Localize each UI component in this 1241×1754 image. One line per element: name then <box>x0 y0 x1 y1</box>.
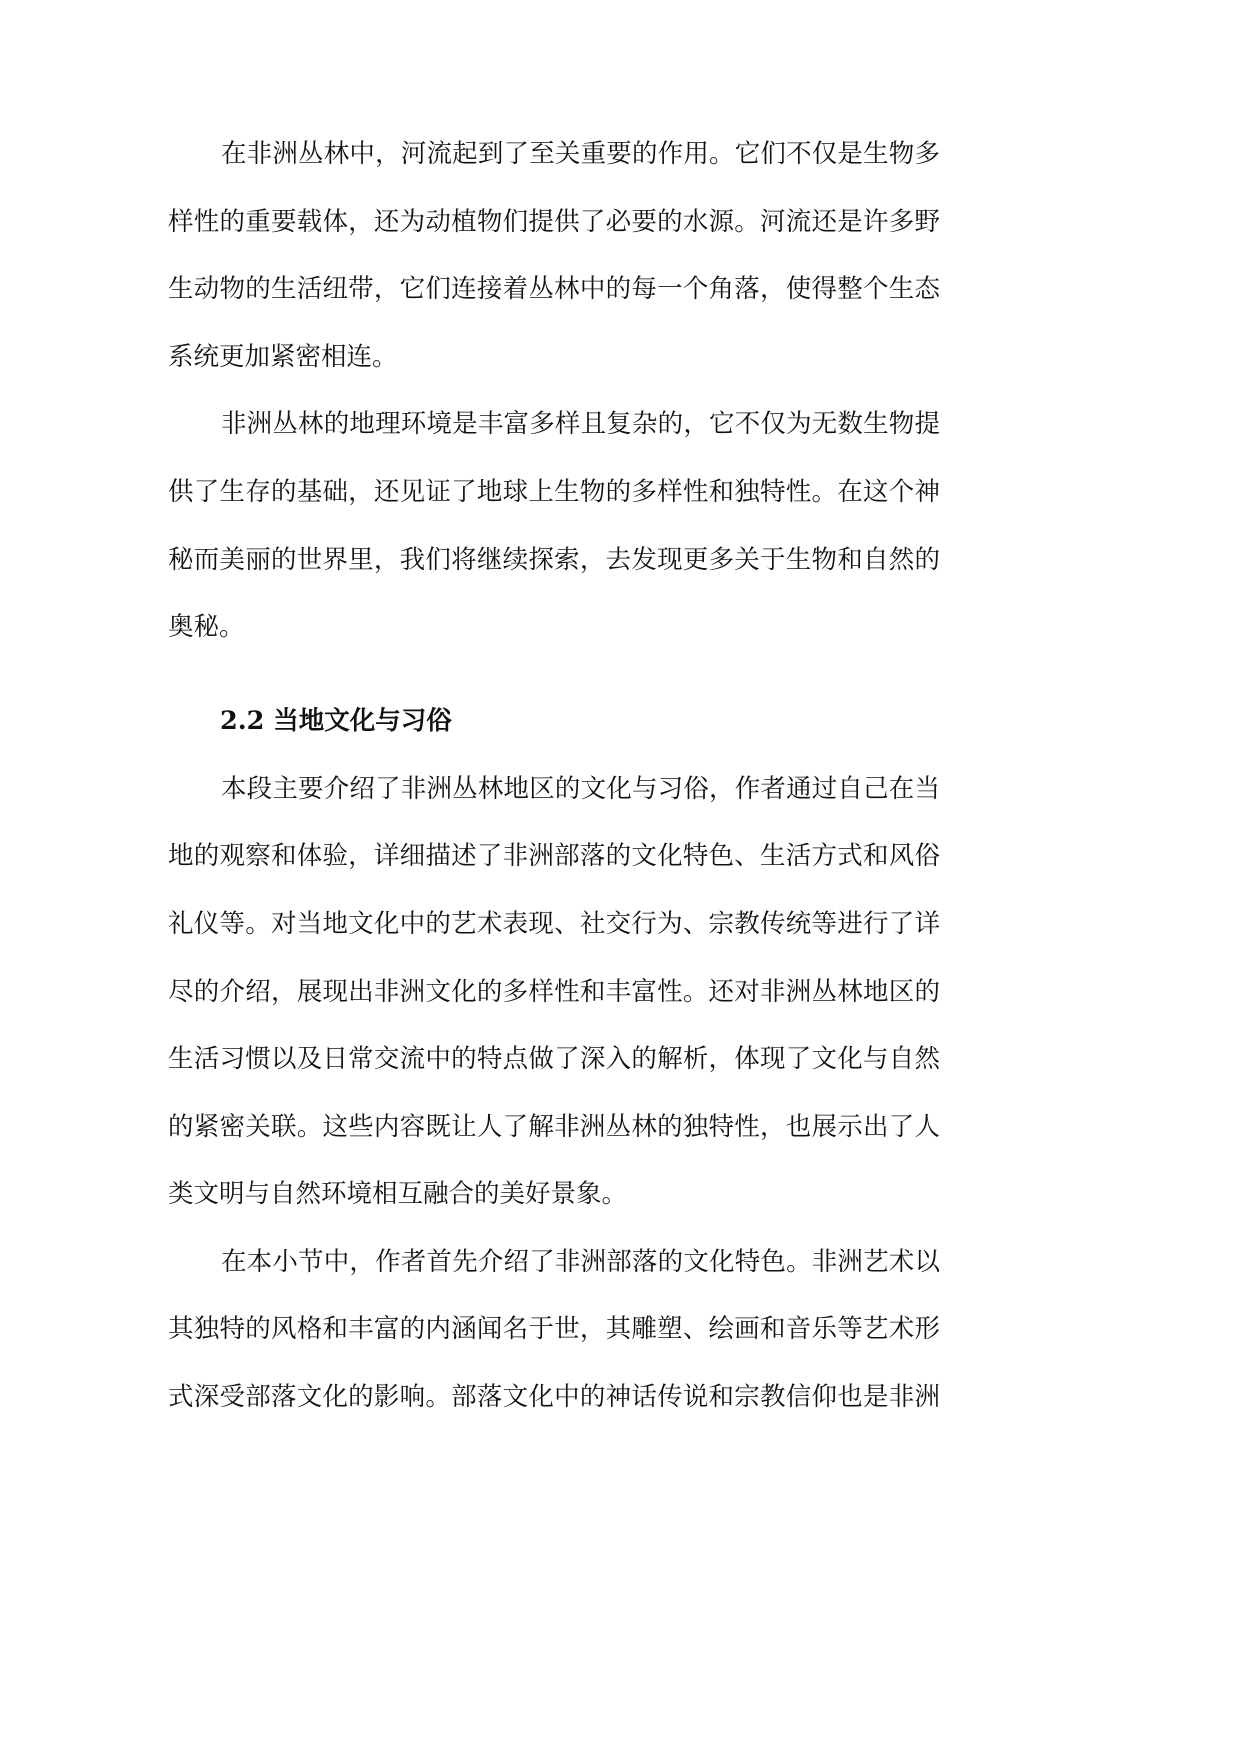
paragraph-line: 生活习惯以及日常交流中的特点做了深入的解析，体现了文化与自然 <box>168 1044 940 1075</box>
paragraph-line: 式深受部落文化的影响。部落文化中的神话传说和宗教信仰也是非洲 <box>168 1382 940 1413</box>
paragraph-line: 尽的介绍，展现出非洲文化的多样性和丰富性。还对非洲丛林地区的 <box>168 976 940 1007</box>
paragraph-line: 类文明与自然环境相互融合的美好景象。 <box>168 1179 628 1210</box>
paragraph-3 <box>168 756 940 1229</box>
paragraph-line: 在本小节中，作者首先介绍了非洲部落的文化特色。非洲艺术以 <box>221 1246 940 1277</box>
paragraph-line: 的紧密关联。这些内容既让人了解非洲丛林的独特性，也展示出了人 <box>168 1111 940 1142</box>
document-body <box>168 121 940 1432</box>
paragraph-2 <box>168 391 940 661</box>
paragraph-4 <box>168 1229 940 1432</box>
paragraph-line: 礼仪等。对当地文化中的艺术表现、社交行为、宗教传统等进行了详 <box>168 908 940 939</box>
paragraph-line: 供了生存的基础，还见证了地球上生物的多样性和独特性。在这个神 <box>168 476 940 507</box>
paragraph-line: 本段主要介绍了非洲丛林地区的文化与习俗，作者通过自己在当 <box>221 773 940 804</box>
paragraph-line: 非洲丛林的地理环境是丰富多样且复杂的，它不仅为无数生物提 <box>221 409 940 440</box>
paragraph-line: 奥秘。 <box>168 612 245 643</box>
section-heading: 2.2 当地文化与习俗 <box>220 706 452 737</box>
paragraph-line: 地的观察和体验，详细描述了非洲部落的文化特色、生活方式和风俗 <box>168 841 940 872</box>
paragraph-1 <box>168 121 940 391</box>
paragraph-line: 在非洲丛林中，河流起到了至关重要的作用。它们不仅是生物多 <box>221 139 940 169</box>
paragraph-line: 系统更加紧密相连。 <box>168 341 398 372</box>
paragraph-line: 生动物的生活纽带，它们连接着丛林中的每一个角落，使得整个生态 <box>168 274 940 305</box>
paragraph-line: 样性的重要载体，还为动植物们提供了必要的水源。河流还是许多野 <box>168 206 940 237</box>
paragraph-line: 其独特的风格和丰富的内涵闻名于世，其雕塑、绘画和音乐等艺术形 <box>168 1314 940 1345</box>
paragraph-line: 秘而美丽的世界里，我们将继续探索，去发现更多关于生物和自然的 <box>168 544 940 575</box>
